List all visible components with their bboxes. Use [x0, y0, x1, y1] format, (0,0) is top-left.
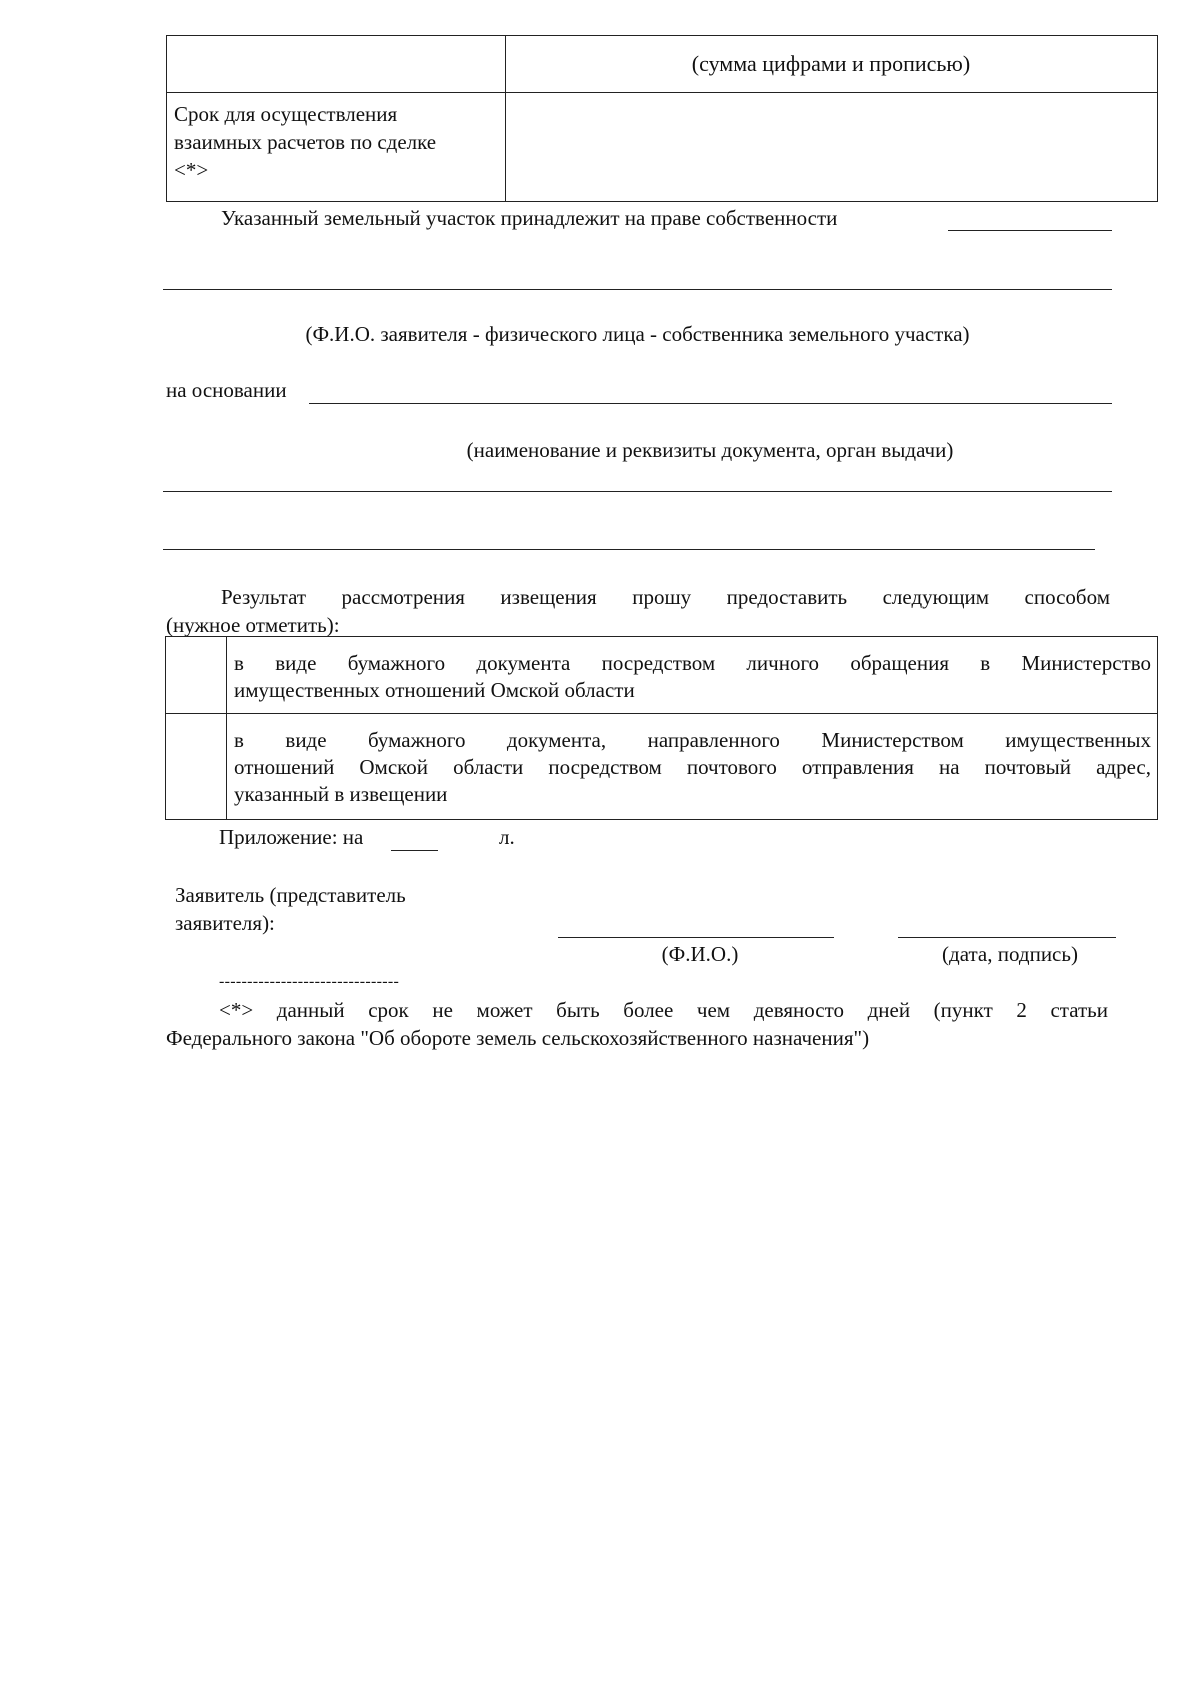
option-line: в виде бумажного документа посредством личного обращения в Министерство: [234, 651, 1151, 675]
basis-document-field-continued[interactable]: [163, 491, 1112, 492]
applicant-label-line: Заявитель (представитель: [175, 883, 406, 907]
deal-terms-table: [166, 35, 1158, 202]
table-divider-horizontal: [167, 92, 1157, 93]
option-line: указанный в извещении: [234, 782, 448, 806]
basis-label: на основании: [166, 378, 287, 402]
settlement-term-label-line: взаимных расчетов по сделке: [174, 130, 437, 154]
delivery-options-table: [165, 636, 1158, 820]
table-divider-vertical: [226, 637, 227, 819]
basis-caption: (наименование и реквизиты документа, орган выдачи): [466, 438, 954, 462]
applicant-label-line: заявителя):: [175, 911, 275, 935]
basis-document-field[interactable]: [309, 403, 1112, 404]
signature-date-field[interactable]: [898, 937, 1116, 938]
attachment-unit: л.: [499, 825, 515, 849]
attachment-label: Приложение: на: [219, 825, 364, 849]
basis-document-field-continued[interactable]: [163, 549, 1095, 550]
settlement-term-label-line: Срок для осуществления: [174, 102, 398, 126]
applicant-label: [175, 881, 406, 937]
footnote-separator: --------------------------------: [219, 973, 400, 990]
fio-caption: (Ф.И.О.): [661, 942, 739, 966]
settlement-term-value-cell[interactable]: [507, 94, 1157, 201]
result-method-note: (нужное отметить):: [166, 613, 340, 637]
option-checkbox-in-person[interactable]: [166, 637, 226, 713]
signature-fio-field[interactable]: [558, 937, 834, 938]
option-in-person-text: [234, 650, 1151, 704]
attachment-sheet-count-field[interactable]: [391, 850, 438, 851]
footnote-line: Федерального закона "Об обороте земель сельскохозяйственного назначения"): [166, 1026, 870, 1050]
settlement-term-label-line: <*>: [174, 158, 209, 182]
option-line: имущественных отношений Омской области: [234, 678, 635, 702]
table-divider-horizontal: [166, 713, 1157, 714]
result-method-line: Результат рассмотрения извещения прошу предоставить следующим способом: [221, 585, 1110, 609]
owner-name-field[interactable]: [163, 289, 1112, 290]
option-line: отношений Омской области посредством почтового отправления на почтовый адрес,: [234, 755, 1151, 779]
owner-name-caption: (Ф.И.О. заявителя - физического лица - собственника земельного участка): [305, 322, 970, 346]
footnote-line: <*> данный срок не может быть более чем девяносто дней (пункт 2 статьи: [219, 998, 1108, 1022]
ownership-statement: Указанный земельный участок принадлежит на праве собственности: [221, 206, 838, 230]
date-signature-caption: (дата, подпись): [942, 942, 1078, 966]
option-checkbox-by-mail[interactable]: [166, 714, 226, 819]
option-by-mail-text: [234, 727, 1151, 808]
option-line: в виде бумажного документа, направленного Министерством имущественных: [234, 728, 1151, 752]
sum-hint-caption: (сумма цифрами и прописью): [691, 51, 971, 76]
ownership-right-field[interactable]: [948, 230, 1112, 231]
settlement-term-label: [174, 100, 499, 184]
